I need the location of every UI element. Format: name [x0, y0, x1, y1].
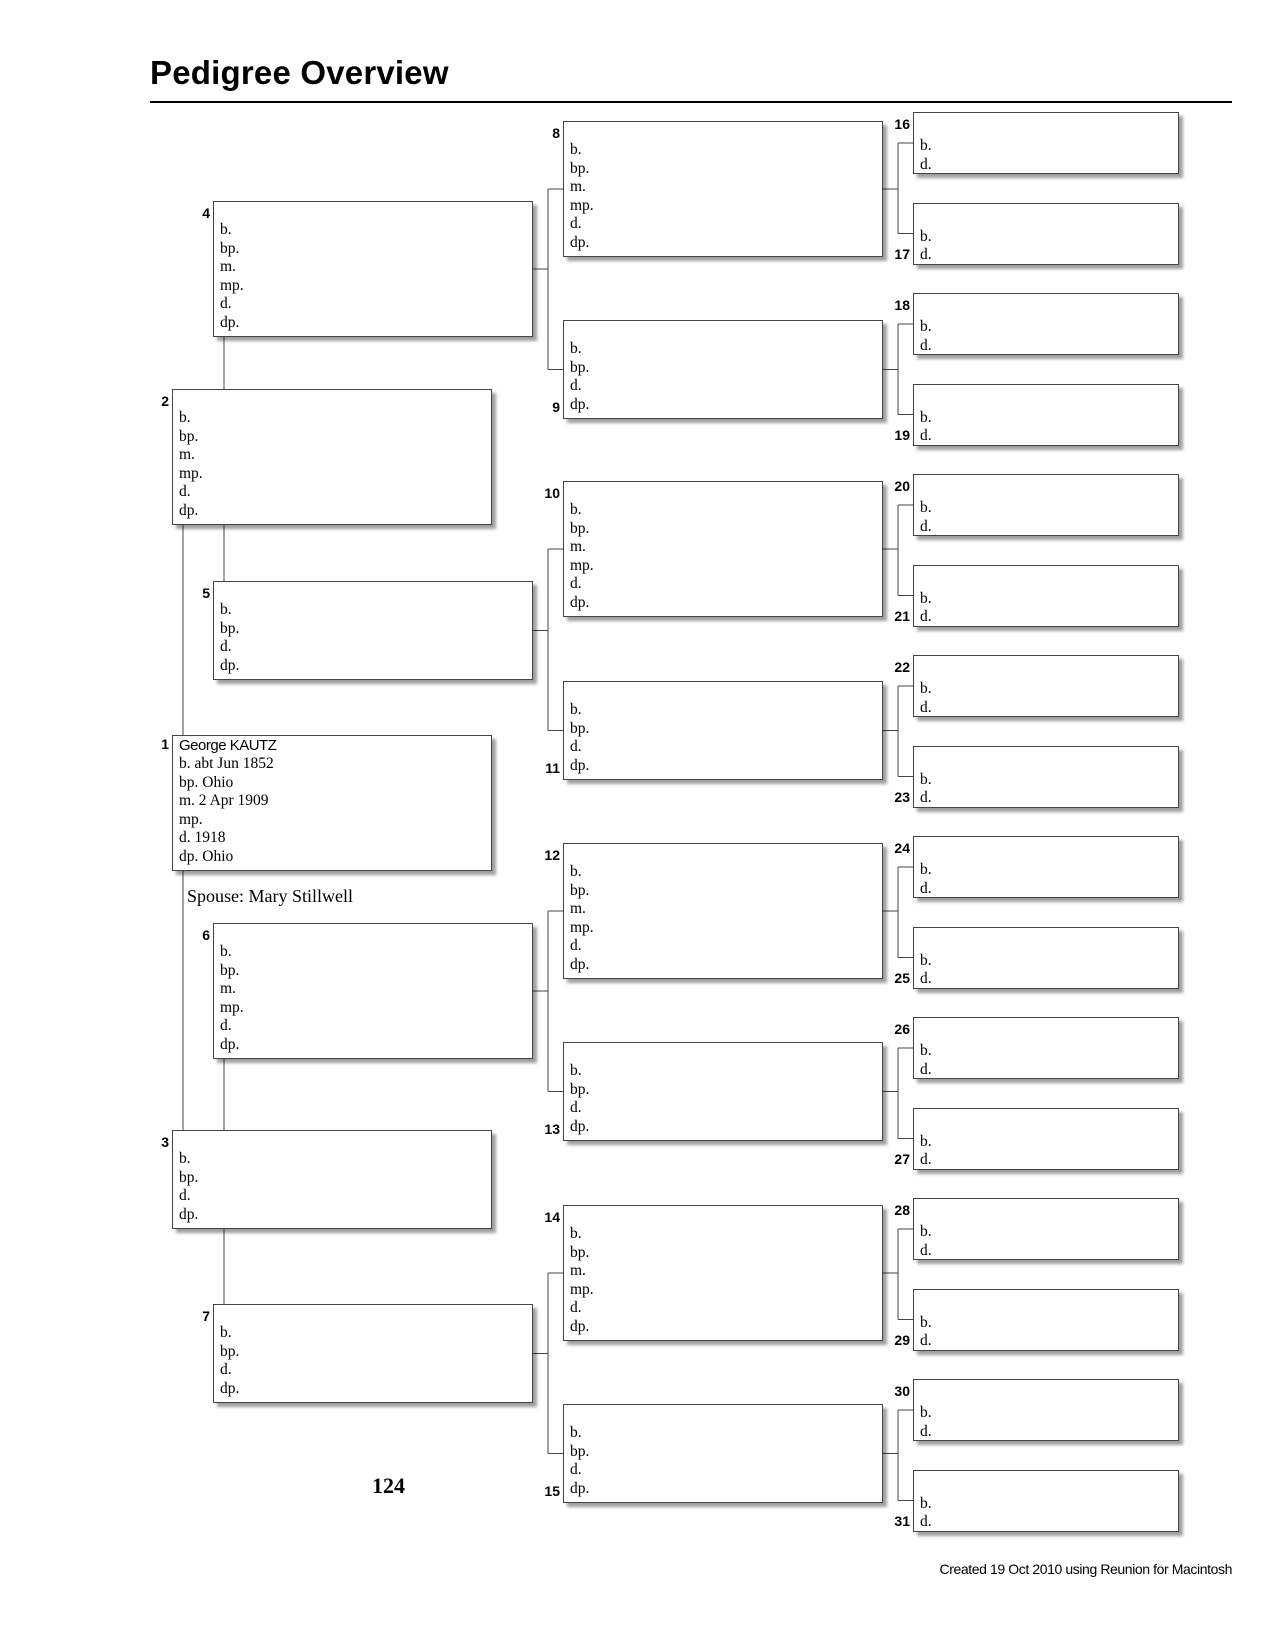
person-detail-line: b.: [570, 1424, 582, 1441]
person-detail-line: b.: [920, 1132, 932, 1150]
person-number-25: 25: [894, 969, 910, 986]
person-number-4: 4: [202, 205, 210, 221]
person-detail-line: mp.: [570, 556, 594, 574]
person-box-19: [913, 384, 1179, 446]
person-number-14: 14: [544, 1209, 560, 1225]
person-number-11: 11: [545, 760, 560, 776]
person-detail-line: d.: [920, 517, 932, 535]
person-number-9: 9: [552, 399, 560, 415]
person-box-22: [913, 655, 1179, 717]
person-box-3: [172, 1130, 492, 1229]
person-detail-line: b.: [570, 863, 582, 880]
person-detail-line: bp.: [220, 239, 240, 257]
person-number-15: 15: [544, 1483, 560, 1499]
person-box-4: [213, 201, 533, 337]
person-box-24: [913, 836, 1179, 898]
person-box-2: [172, 389, 492, 525]
person-box-9: [563, 320, 883, 419]
person-detail-line: b.: [570, 340, 582, 357]
person-number-29: 29: [894, 1331, 910, 1348]
footer-credit: Created 19 Oct 2010 using Reunion for Macintosh: [939, 1561, 1232, 1577]
person-detail-line: b.: [220, 943, 232, 960]
person-detail-line: d.: [220, 638, 232, 656]
person-detail-line: d.: [570, 377, 582, 395]
person-detail-line: d.: [570, 575, 582, 593]
person-box-8: [563, 121, 883, 257]
person-detail-line: dp.: [570, 756, 590, 774]
person-detail-line: dp.: [570, 1317, 590, 1335]
person-number-30: 30: [894, 1383, 910, 1399]
person-detail-line: b.: [920, 1494, 932, 1512]
person-number-23: 23: [894, 788, 910, 805]
person-detail-line: bp.: [179, 1168, 199, 1186]
person-detail-line: dp.: [570, 1117, 590, 1135]
person-detail-line: d.: [920, 427, 932, 445]
person-detail-line: b.: [220, 1324, 232, 1341]
person-box-5: [213, 581, 533, 680]
person-detail-line: mp.: [220, 998, 244, 1016]
person-detail-line: d.: [920, 970, 932, 988]
person-detail-line: b.: [920, 861, 932, 878]
person-box-21: [913, 565, 1179, 627]
person-detail-line: d.: [179, 1187, 191, 1205]
person-detail-line: b.: [920, 499, 932, 516]
person-detail-line: dp.: [179, 1205, 199, 1223]
person-number-13: 13: [544, 1121, 560, 1137]
person-number-19: 19: [894, 426, 910, 443]
person-detail-line: dp.: [570, 593, 590, 611]
person-detail-line: b.: [920, 137, 932, 154]
person-number-1: 1: [161, 736, 169, 752]
person-box-11: [563, 681, 883, 780]
person-detail-line: mp.: [570, 196, 594, 214]
person-detail-line: b.: [570, 1225, 582, 1242]
person-detail-line: b.: [920, 1313, 932, 1331]
person-detail-line: dp.: [220, 656, 240, 674]
person-detail-line: d.: [920, 879, 932, 897]
person-detail-line: b.: [920, 680, 932, 697]
person-box-17: [913, 203, 1179, 265]
person-detail-line: d.: [920, 1060, 932, 1078]
person-detail-line: b.: [920, 951, 932, 969]
person-box-29: [913, 1289, 1179, 1351]
person-detail-line: mp.: [570, 918, 594, 936]
person-detail-line: bp.: [570, 519, 590, 537]
person-detail-line: b.: [179, 409, 191, 426]
person-detail-line: d.: [920, 246, 932, 264]
person-detail-line: mp.: [570, 1280, 594, 1298]
person-detail-line: dp.: [570, 233, 590, 251]
person-name: George KAUTZ: [179, 737, 277, 754]
person-box-16: [913, 112, 1179, 174]
person-number-3: 3: [161, 1134, 169, 1150]
person-number-8: 8: [552, 125, 560, 141]
person-detail-line: d.: [220, 1361, 232, 1379]
person-detail-line: b.: [570, 701, 582, 718]
person-detail-line: d.: [570, 1099, 582, 1117]
person-detail-line: m.: [570, 900, 586, 918]
person-detail-line: b.: [179, 1150, 191, 1167]
person-detail-line: d.: [220, 295, 232, 313]
page-number: 124: [372, 1473, 405, 1498]
person-detail-line: mp.: [179, 464, 203, 482]
person-detail-line: bp.: [179, 427, 199, 445]
person-detail-line: d.: [920, 1422, 932, 1440]
person-detail-line: bp.: [570, 1442, 590, 1460]
person-detail-line: dp.: [220, 313, 240, 331]
person-box-25: [913, 927, 1179, 989]
person-detail-line: bp.: [220, 619, 240, 637]
person-number-12: 12: [544, 847, 560, 863]
person-detail-line: d.: [179, 483, 191, 501]
person-box-30: [913, 1379, 1179, 1441]
person-detail-line: dp.: [570, 955, 590, 973]
person-number-16: 16: [894, 116, 910, 132]
person-detail-line: b.: [920, 1042, 932, 1059]
person-detail-line: dp. Ohio: [179, 847, 234, 865]
person-box-26: [913, 1017, 1179, 1079]
person-box-6: [213, 923, 533, 1059]
person-box-23: [913, 746, 1179, 808]
person-detail-line: d. 1918: [179, 829, 226, 847]
person-number-17: 17: [894, 245, 910, 262]
person-detail-line: bp.: [570, 159, 590, 177]
person-detail-line: d.: [920, 608, 932, 626]
person-detail-line: dp.: [570, 395, 590, 413]
person-number-20: 20: [894, 478, 910, 494]
person-box-14: [563, 1205, 883, 1341]
person-number-6: 6: [202, 927, 210, 943]
person-detail-line: m.: [570, 178, 586, 196]
person-detail-line: d.: [570, 215, 582, 233]
person-detail-line: m.: [570, 1262, 586, 1280]
person-detail-line: d.: [220, 1017, 232, 1035]
person-detail-line: d.: [920, 336, 932, 354]
person-detail-line: m.: [570, 538, 586, 556]
person-detail-line: bp.: [220, 1342, 240, 1360]
person-detail-line: b.: [920, 318, 932, 335]
person-number-18: 18: [894, 297, 910, 313]
person-number-27: 27: [894, 1150, 910, 1167]
person-box-27: [913, 1108, 1179, 1170]
person-detail-line: bp.: [570, 1080, 590, 1098]
person-number-24: 24: [894, 840, 910, 856]
person-number-2: 2: [161, 393, 169, 409]
person-number-10: 10: [544, 485, 560, 501]
person-box-31: [913, 1470, 1179, 1532]
person-detail-line: mp.: [220, 276, 244, 294]
person-detail-line: b.: [920, 1404, 932, 1421]
person-detail-line: mp.: [179, 810, 203, 828]
person-detail-line: d.: [570, 738, 582, 756]
person-detail-line: dp.: [179, 501, 199, 519]
person-detail-line: m.: [220, 980, 236, 998]
person-detail-line: b.: [220, 221, 232, 238]
person-detail-line: b.: [220, 601, 232, 618]
person-detail-line: bp.: [570, 358, 590, 376]
person-box-1: [172, 735, 492, 871]
person-detail-line: b.: [920, 770, 932, 788]
person-box-15: [563, 1404, 883, 1503]
person-box-20: [913, 474, 1179, 536]
person-detail-line: bp. Ohio: [179, 773, 234, 791]
person-detail-line: b.: [920, 1223, 932, 1240]
person-detail-line: dp.: [220, 1379, 240, 1397]
person-detail-line: m. 2 Apr 1909: [179, 792, 269, 810]
person-detail-line: d.: [570, 1461, 582, 1479]
person-number-7: 7: [202, 1308, 210, 1324]
person-number-31: 31: [894, 1512, 910, 1529]
person-detail-line: bp.: [570, 719, 590, 737]
person-detail-line: d.: [920, 1241, 932, 1259]
person-detail-line: bp.: [570, 881, 590, 899]
person-detail-line: d.: [570, 1299, 582, 1317]
person-box-28: [913, 1198, 1179, 1260]
person-detail-line: d.: [920, 155, 932, 173]
person-detail-line: bp.: [570, 1243, 590, 1261]
person-box-18: [913, 293, 1179, 355]
person-detail-line: b.: [920, 227, 932, 245]
person-number-21: 21: [894, 607, 910, 624]
person-detail-line: m.: [179, 446, 195, 464]
page-title: Pedigree Overview: [150, 54, 449, 91]
person-number-5: 5: [202, 585, 210, 601]
person-detail-line: b.: [570, 501, 582, 518]
person-box-10: [563, 481, 883, 617]
person-detail-line: b.: [920, 408, 932, 426]
person-detail-line: d.: [920, 698, 932, 716]
person-detail-line: d.: [920, 1332, 932, 1350]
person-detail-line: b. abt Jun 1852: [179, 755, 274, 772]
person-number-28: 28: [894, 1202, 910, 1218]
person-detail-line: bp.: [220, 961, 240, 979]
person-detail-line: d.: [920, 789, 932, 807]
person-detail-line: b.: [570, 141, 582, 158]
person-detail-line: dp.: [220, 1035, 240, 1053]
person-box-7: [213, 1304, 533, 1403]
person-detail-line: d.: [920, 1513, 932, 1531]
person-number-22: 22: [894, 659, 910, 675]
spouse-label: Spouse: Mary Stillwell: [187, 886, 353, 906]
person-detail-line: dp.: [570, 1479, 590, 1497]
person-detail-line: d.: [570, 937, 582, 955]
person-box-12: [563, 843, 883, 979]
person-number-26: 26: [894, 1021, 910, 1037]
person-detail-line: d.: [920, 1151, 932, 1169]
person-box-13: [563, 1042, 883, 1141]
person-detail-line: m.: [220, 258, 236, 276]
person-detail-line: b.: [570, 1062, 582, 1079]
person-detail-line: b.: [920, 589, 932, 607]
